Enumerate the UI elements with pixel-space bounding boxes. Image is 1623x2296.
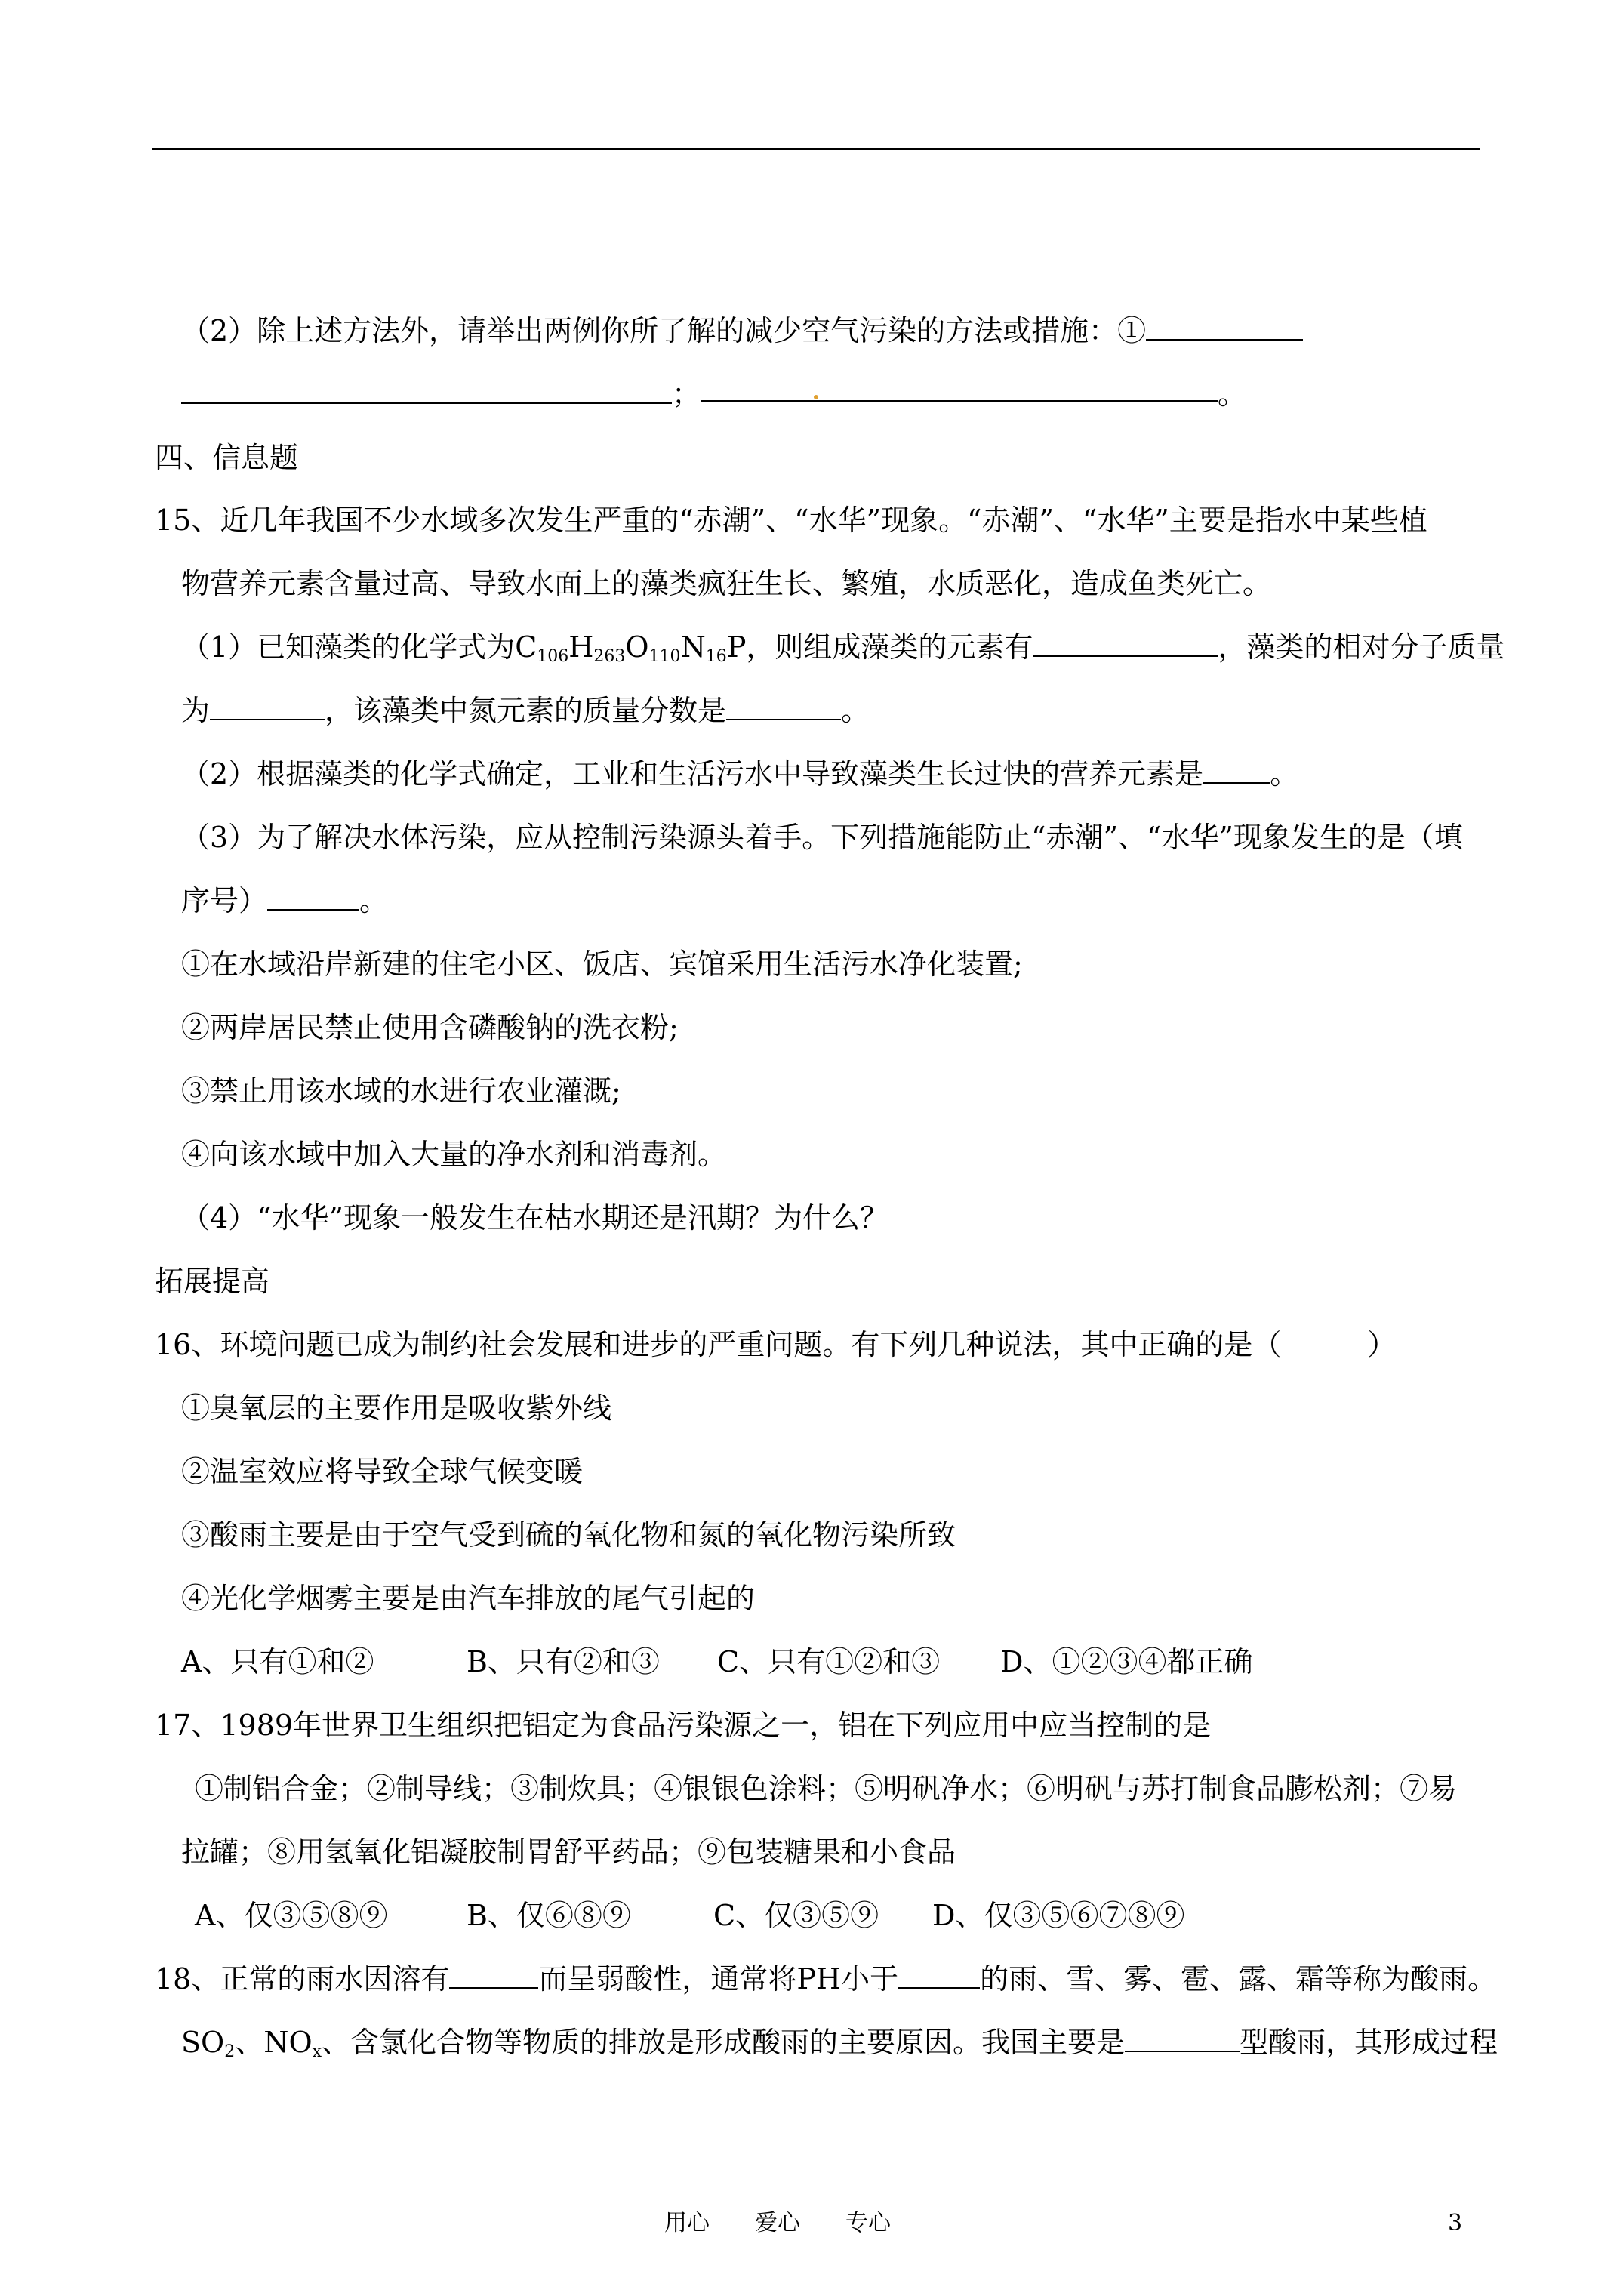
- q17-stem: 17、1989年世界卫生组织把铝定为食品污染源之一，铝在下列应用中应当控制的是: [155, 1709, 1212, 1742]
- q17-items-line1: ①制铝合金；②制导线；③制炊具；④银银色涂料；⑤明矾净水；⑥明矾与苏打制食品膨松剂；⑦易: [195, 1772, 1458, 1805]
- answer-blank[interactable]: [701, 374, 1218, 402]
- q15-part1-line2: 为 ，该藻类中氮元素的质量分数是 。: [181, 694, 870, 727]
- q16-choice-a[interactable]: A、只有①和②: [181, 1645, 374, 1678]
- q15-part3-line1: （3）为了解决水体污染，应从控制污染源头着手。下列措施能防止“赤潮”、“水华”现象发生的是（填: [181, 821, 1463, 854]
- footer-motto: 用心 爱心 专心: [664, 2210, 891, 2236]
- q18-line2: $SO_2$、$NO_x$、含氯化合物等物质的排放是形成酸雨的主要原因。我国主要是 型酸雨，其形成过程: [181, 2026, 1498, 2061]
- q15-part3-line2: 序号） 。: [181, 884, 389, 917]
- q16-statement: ①臭氧层的主要作用是吸收紫外线: [181, 1391, 612, 1425]
- q16-statement: ④光化学烟雾主要是由汽车排放的尾气引起的: [181, 1582, 756, 1615]
- q16-statement: ②温室效应将导致全球气候变暖: [181, 1455, 584, 1488]
- section-title: 四、信息题: [155, 441, 299, 474]
- q15-option: ①在水域沿岸新建的住宅小区、饭店、宾馆采用生活污水净化装置;: [181, 948, 1023, 981]
- answer-blank[interactable]: [1203, 757, 1270, 784]
- q15-option: ②两岸居民禁止使用含磷酸钠的洗衣粉;: [181, 1011, 679, 1044]
- answer-blank[interactable]: [726, 693, 841, 720]
- answer-blank[interactable]: [449, 1962, 538, 1989]
- q17-choice-d[interactable]: D、仅③⑤⑥⑦⑧⑨: [932, 1899, 1185, 1932]
- q15-part2: （2）根据藻类的化学式确定，工业和生活污水中导致藻类生长过快的营养元素是 。: [181, 757, 1299, 791]
- q15-option: ③禁止用该水域的水进行农业灌溉;: [181, 1074, 621, 1108]
- q17-items-line2: 拉罐；⑧用氢氧化铝凝胶制胃舒平药品；⑨包装糖果和小食品: [181, 1835, 956, 1869]
- q14-part2: （2）除上述方法外，请举出两例你所了解的减少空气污染的方法或措施：①: [181, 311, 1303, 350]
- answer-blank[interactable]: [898, 1962, 980, 1989]
- stray-dot: [814, 395, 818, 399]
- q15-part4: （4）“水华”现象一般发生在枯水期还是汛期？为什么？: [181, 1201, 889, 1234]
- q16-choice-b[interactable]: B、只有②和③: [467, 1645, 660, 1678]
- q16-statement: ③酸雨主要是由于空气受到硫的氧化物和氮的氧化物污染所致: [181, 1518, 956, 1552]
- q18-line1: 18、正常的雨水因溶有 而呈弱酸性，通常将PH小于 的雨、雪、雾、雹、露、霜等称为酸雨。: [155, 1962, 1497, 1996]
- chemical-formula: $C_{106}H_{263}O_{110}N_{16}P$: [515, 630, 747, 666]
- answer-blank[interactable]: [181, 377, 672, 404]
- answer-blank[interactable]: [267, 883, 359, 911]
- answer-blank[interactable]: [210, 693, 325, 720]
- q15-stem-line2: 物营养元素含量过高、导致水面上的藻类疯狂生长、繁殖，水质恶化，造成鱼类死亡。: [181, 567, 1272, 600]
- q17-choice-a[interactable]: A、仅③⑤⑧⑨: [195, 1899, 388, 1932]
- q17-choice-b[interactable]: B、仅⑥⑧⑨: [467, 1899, 631, 1932]
- q14-answer-line: ； 。: [181, 374, 1246, 414]
- q16-stem: 16、环境问题已成为制约社会发展和进步的严重问题。有下列几种说法，其中正确的是（ ）: [155, 1328, 1397, 1361]
- q15-stem-line1: 15、近几年我国不少水域多次发生严重的“赤潮”、“水华”现象。“赤潮”、“水华”主要是指水中某些植: [155, 504, 1427, 537]
- answer-blank[interactable]: [1146, 313, 1303, 341]
- q16-choice-d[interactable]: D、①②③④都正确: [1000, 1645, 1253, 1678]
- section-title: 拓展提高: [155, 1265, 270, 1298]
- answer-blank[interactable]: [1033, 630, 1218, 657]
- q17-choice-c[interactable]: C、仅③⑤⑨: [713, 1899, 879, 1932]
- page-number: 3: [1448, 2210, 1463, 2236]
- header-rule: [152, 148, 1480, 150]
- answer-blank[interactable]: [1125, 2025, 1240, 2052]
- q15-option: ④向该水域中加入大量的净水剂和消毒剂。: [181, 1138, 727, 1171]
- q16-choice-c[interactable]: C、只有①②和③: [717, 1645, 941, 1678]
- q15-part1: （1）已知藻类的化学式为$C_{106}H_{263}O_{110}N_{16}P$，则组成藻类的元素有 ，藻类的相对分子质量: [181, 630, 1505, 666]
